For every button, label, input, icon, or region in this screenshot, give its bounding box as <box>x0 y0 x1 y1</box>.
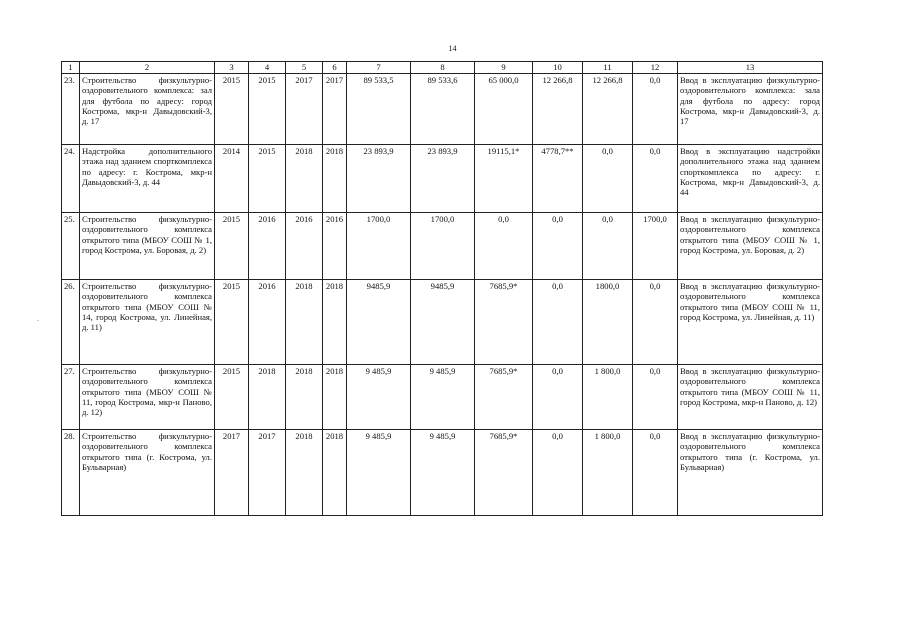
row-number: 27. <box>62 365 80 430</box>
amount-cell: 1 800,0 <box>583 365 633 430</box>
amount-cell: 0,0 <box>633 280 678 365</box>
year-cell: 2015 <box>215 365 249 430</box>
column-header: 2 <box>80 62 215 74</box>
amount-cell: 1 800,0 <box>583 430 633 516</box>
row-number: 24. <box>62 145 80 213</box>
amount-cell: 1700,0 <box>411 213 475 280</box>
year-cell: 2017 <box>323 74 347 145</box>
column-header: 10 <box>533 62 583 74</box>
amount-cell: 7685,9* <box>475 430 533 516</box>
amount-cell: 9485,9 <box>411 280 475 365</box>
year-cell: 2016 <box>249 280 286 365</box>
row-number: 25. <box>62 213 80 280</box>
amount-cell: 0,0 <box>533 430 583 516</box>
amount-cell: 7685,9* <box>475 365 533 430</box>
column-header: 1 <box>62 62 80 74</box>
year-cell: 2016 <box>286 213 323 280</box>
column-header: 9 <box>475 62 533 74</box>
year-cell: 2018 <box>286 365 323 430</box>
table-row <box>62 365 823 430</box>
year-cell: 2016 <box>323 213 347 280</box>
amount-cell: 89 533,6 <box>411 74 475 145</box>
year-cell: 2018 <box>323 280 347 365</box>
amount-cell: 9 485,9 <box>411 365 475 430</box>
amount-cell: 0,0 <box>475 213 533 280</box>
column-number-row <box>62 62 823 74</box>
year-cell: 2018 <box>286 430 323 516</box>
amount-cell: 0,0 <box>633 365 678 430</box>
expected-result: Ввод в эксплуатацию физкультурно-оздоровительного комплекса: зала для футбола по адресу: город Кострома, мкр-н Давыдовский-3, д. 17 <box>678 74 823 145</box>
year-cell: 2017 <box>215 430 249 516</box>
amount-cell: 0,0 <box>633 145 678 213</box>
year-cell: 2015 <box>215 213 249 280</box>
year-cell: 2017 <box>286 74 323 145</box>
amount-cell: 0,0 <box>633 430 678 516</box>
column-header: 12 <box>633 62 678 74</box>
column-header: 3 <box>215 62 249 74</box>
page-number: 14 <box>448 44 457 53</box>
year-cell: 2014 <box>215 145 249 213</box>
table-row <box>62 430 823 516</box>
amount-cell: 9 485,9 <box>347 365 411 430</box>
year-cell: 2018 <box>323 365 347 430</box>
amount-cell: 19115,1* <box>475 145 533 213</box>
amount-cell: 0,0 <box>583 145 633 213</box>
amount-cell: 7685,9* <box>475 280 533 365</box>
year-cell: 2015 <box>215 280 249 365</box>
amount-cell: 1700,0 <box>347 213 411 280</box>
amount-cell: 12 266,8 <box>583 74 633 145</box>
object-name: Надстройка дополнительного этажа над зданием спорткомплекса по адресу: г. Кострома, мкр-н Давыдовский-3, д. 44 <box>80 145 215 213</box>
expected-result: Ввод в эксплуатацию физкультурно-оздоровительного комплекса открытого типа (МБОУ СОШ № 1, город Кострома, ул. Боровая, д. 2) <box>678 213 823 280</box>
row-number: 26. <box>62 280 80 365</box>
column-header: 4 <box>249 62 286 74</box>
margin-mark: - <box>37 318 39 324</box>
amount-cell: 9 485,9 <box>347 430 411 516</box>
year-cell: 2018 <box>286 145 323 213</box>
amount-cell: 23 893,9 <box>411 145 475 213</box>
expected-result: Ввод в эксплуатацию физкультурно-оздоровительного комплекса открытого типа (МБОУ СОШ № 11, город Кострома, мкр-н Паново, д. 12) <box>678 365 823 430</box>
row-number: 28. <box>62 430 80 516</box>
column-header: 8 <box>411 62 475 74</box>
table-row <box>62 145 823 213</box>
row-number: 23. <box>62 74 80 145</box>
amount-cell: 0,0 <box>633 74 678 145</box>
year-cell: 2018 <box>323 430 347 516</box>
year-cell: 2015 <box>249 74 286 145</box>
column-header: 6 <box>323 62 347 74</box>
amount-cell: 0,0 <box>533 280 583 365</box>
year-cell: 2018 <box>286 280 323 365</box>
amount-cell: 9 485,9 <box>411 430 475 516</box>
year-cell: 2017 <box>249 430 286 516</box>
amount-cell: 23 893,9 <box>347 145 411 213</box>
amount-cell: 4778,7** <box>533 145 583 213</box>
year-cell: 2018 <box>249 365 286 430</box>
amount-cell: 1800,0 <box>583 280 633 365</box>
expected-result: Ввод в эксплуатацию физкультурно-оздоровительного комплекса открытого типа (МБОУ СОШ № 11, город Кострома, ул. Линейная, д. 11) <box>678 280 823 365</box>
object-name: Строительство физкультурно-оздоровительного комплекса открытого типа (МБОУ СОШ № 1, город Кострома, ул. Боровая, д. 2) <box>80 213 215 280</box>
amount-cell: 0,0 <box>533 365 583 430</box>
table-row <box>62 213 823 280</box>
table-row <box>62 280 823 365</box>
year-cell: 2016 <box>249 213 286 280</box>
table-row <box>62 74 823 145</box>
program-table <box>61 61 823 516</box>
amount-cell: 9485,9 <box>347 280 411 365</box>
amount-cell: 89 533,5 <box>347 74 411 145</box>
amount-cell: 65 000,0 <box>475 74 533 145</box>
year-cell: 2018 <box>323 145 347 213</box>
object-name: Строительство физкультурно-оздоровительного комплекса открытого типа (МБОУ СОШ № 11, город Кострома, мкр-н Паново, д. 12) <box>80 365 215 430</box>
amount-cell: 0,0 <box>583 213 633 280</box>
column-header: 5 <box>286 62 323 74</box>
year-cell: 2015 <box>215 74 249 145</box>
expected-result: Ввод в эксплуатацию физкультурно-оздоровительного комплекса открытого типа (г. Кострома, ул. Бульварная) <box>678 430 823 516</box>
amount-cell: 12 266,8 <box>533 74 583 145</box>
object-name: Строительство физкультурно-оздоровительного комплекса: зал для футбола по адресу: город Кострома, мкр-н Давыдовский-3, д. 17 <box>80 74 215 145</box>
column-header: 13 <box>678 62 823 74</box>
object-name: Строительство физкультурно-оздоровительного комплекса открытого типа (г. Кострома, ул. Бульварная) <box>80 430 215 516</box>
amount-cell: 0,0 <box>533 213 583 280</box>
year-cell: 2015 <box>249 145 286 213</box>
expected-result: Ввод в эксплуатацию надстройки дополнительного этажа над зданием спорткомплекса по адресу: г. Кострома, мкр-н Давыдовский-3, д. 44 <box>678 145 823 213</box>
column-header: 7 <box>347 62 411 74</box>
column-header: 11 <box>583 62 633 74</box>
amount-cell: 1700,0 <box>633 213 678 280</box>
object-name: Строительство физкультурно-оздоровительного комплекса открытого типа (МБОУ СОШ № 14, город Кострома, ул. Линейная, д. 11) <box>80 280 215 365</box>
